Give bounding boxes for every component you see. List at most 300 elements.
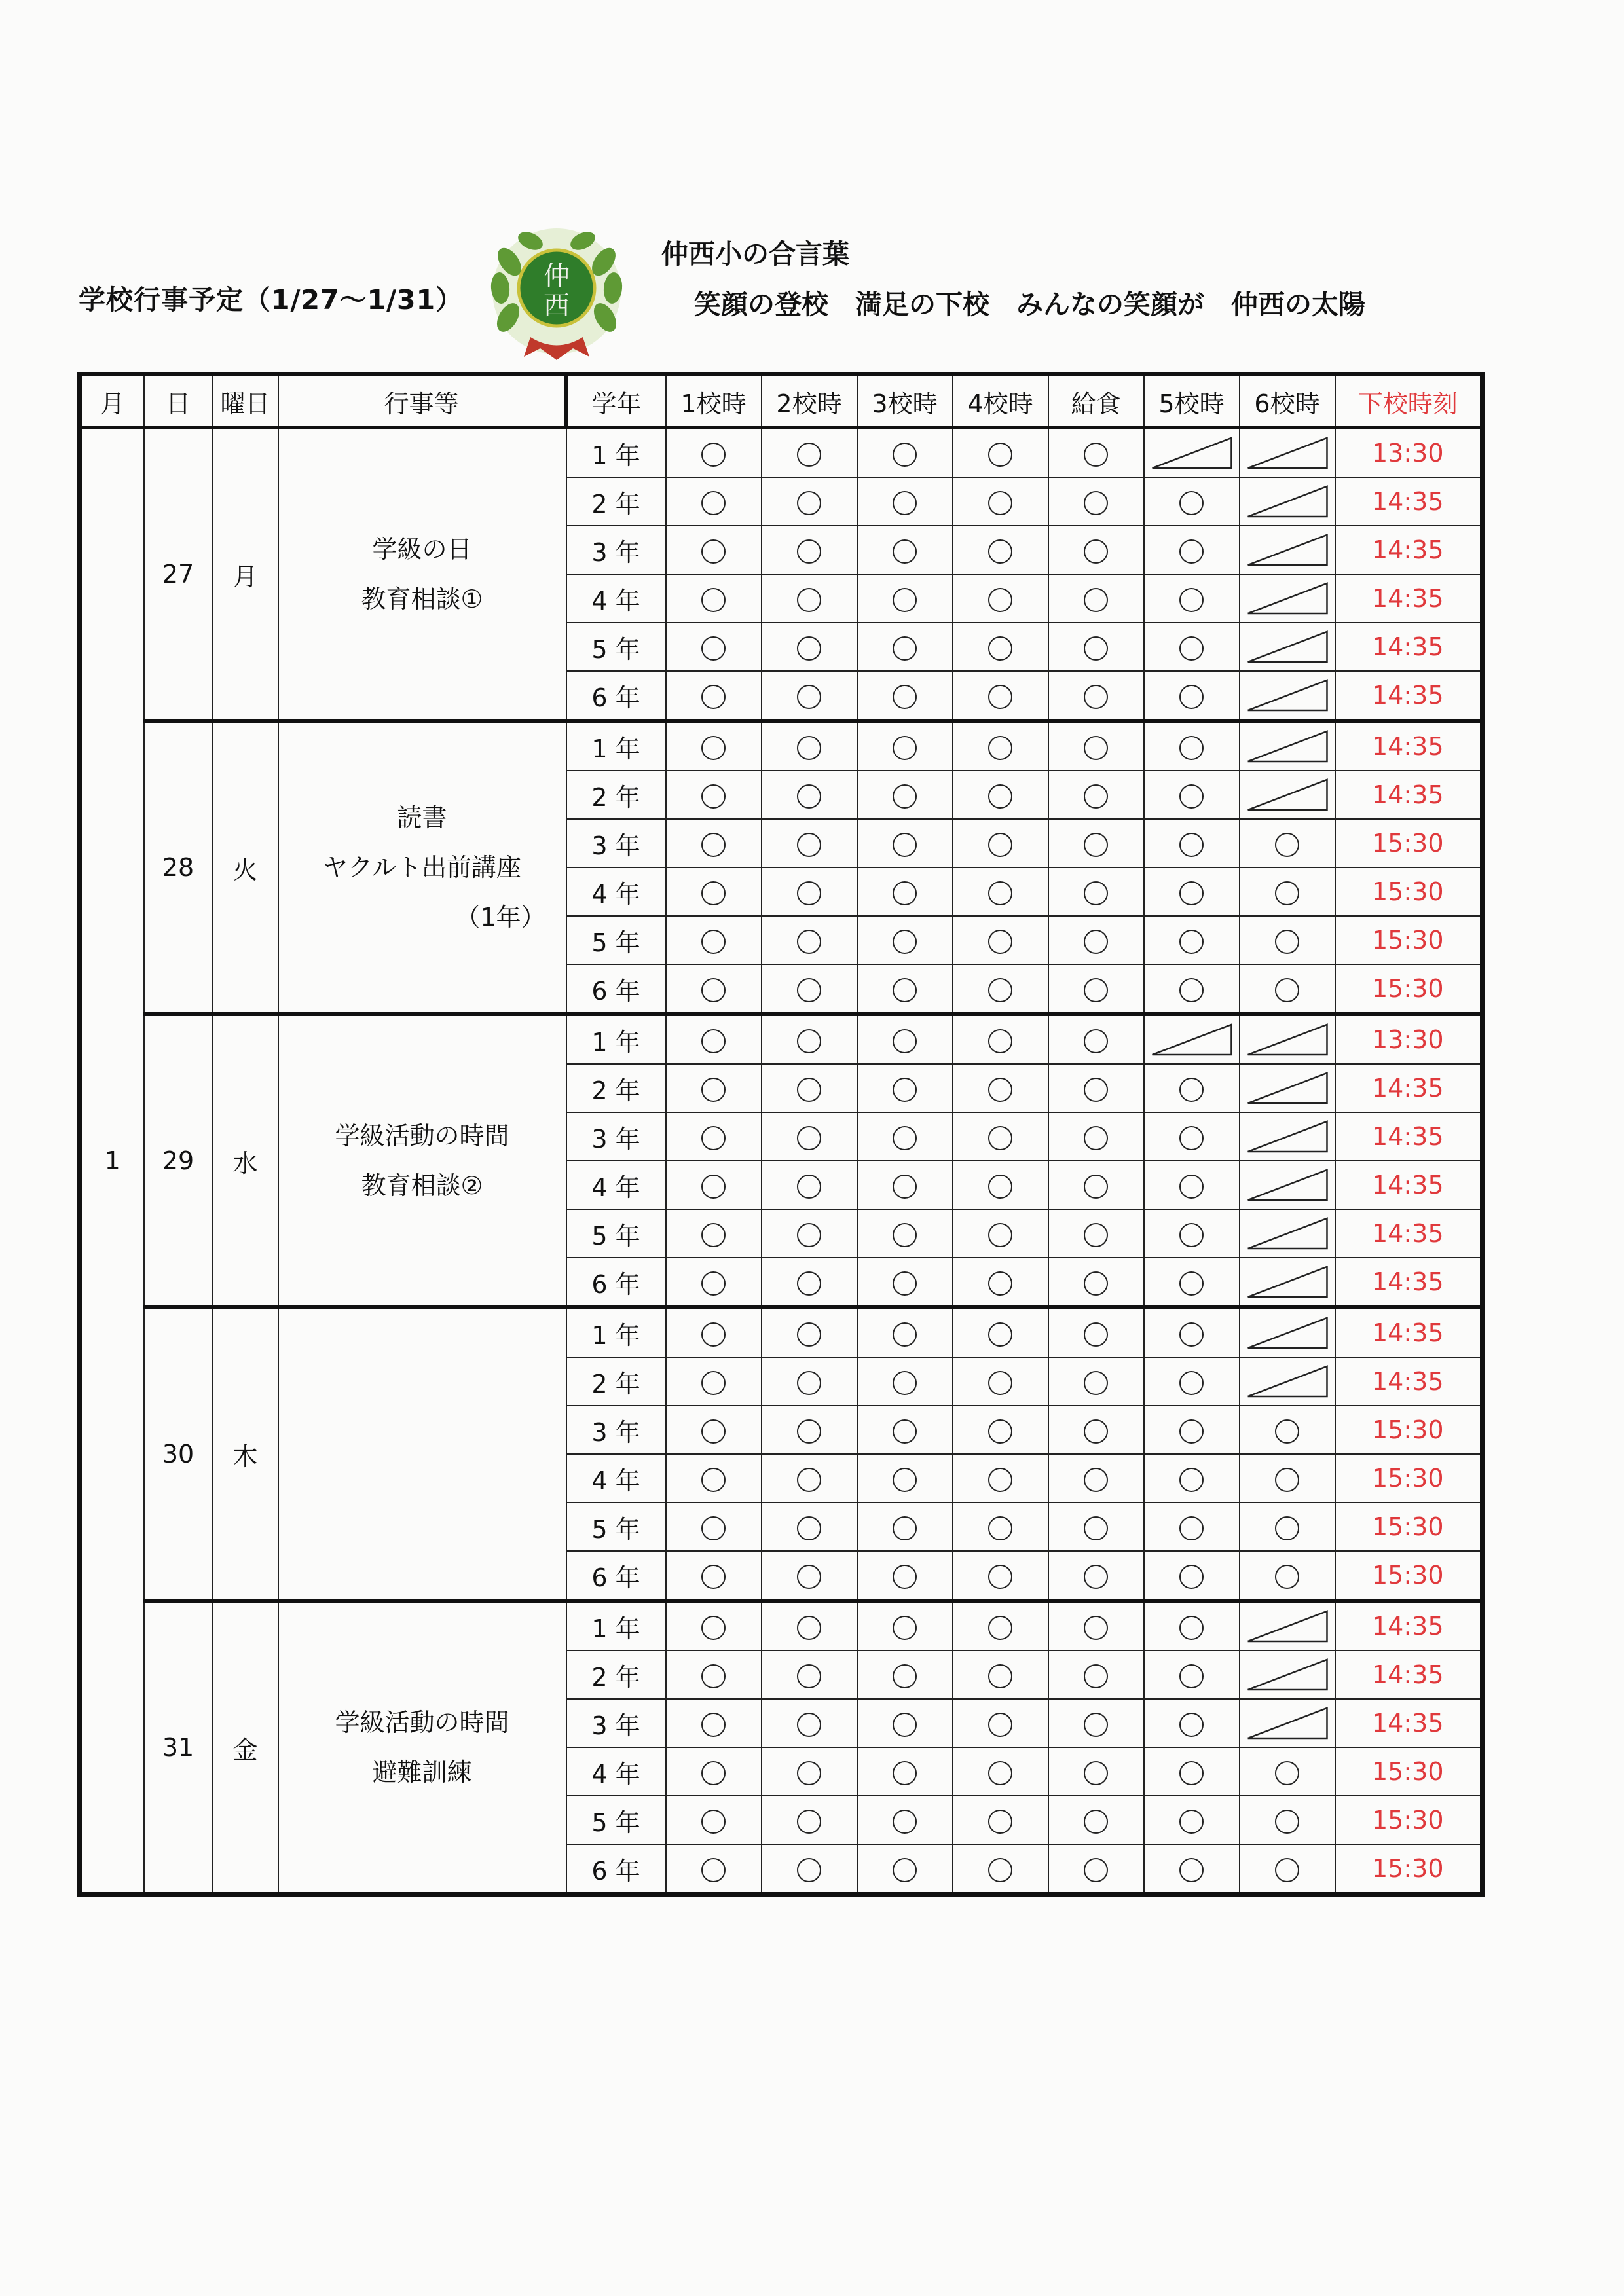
class-held-circle-icon <box>1144 1258 1240 1307</box>
class-held-circle-icon <box>857 574 953 623</box>
class-held-circle-icon <box>762 1357 857 1406</box>
events-cell <box>278 721 566 1014</box>
class-held-circle-icon <box>1048 1747 1144 1796</box>
circle-mark <box>1179 978 1204 1002</box>
circle-mark <box>988 881 1012 905</box>
circle-mark <box>988 1565 1012 1589</box>
class-held-circle-icon <box>666 721 762 771</box>
class-held-circle-icon <box>666 526 762 574</box>
class-held-circle-icon <box>666 1307 762 1357</box>
circle-mark <box>1275 1419 1299 1444</box>
class-held-circle-icon <box>1048 819 1144 867</box>
circle-mark <box>1084 1271 1108 1296</box>
circle-mark <box>797 1371 821 1395</box>
class-held-circle-icon <box>666 1844 762 1895</box>
weekday-cell: 金 <box>213 1601 278 1895</box>
dismissal-time: 14:35 <box>1335 1601 1483 1650</box>
dismissal-time: 13:30 <box>1335 1014 1483 1064</box>
grade-cell: 2 年 <box>566 477 666 526</box>
circle-mark <box>797 736 821 760</box>
circle-mark <box>1084 1664 1108 1688</box>
circle-mark <box>1179 1713 1204 1737</box>
class-held-circle-icon <box>1144 1112 1240 1161</box>
circle-mark <box>797 1810 821 1834</box>
class-held-circle-icon <box>1048 771 1144 819</box>
circle-mark <box>701 1322 726 1347</box>
schedule-title: 学校行事予定（1/27～1/31） <box>79 284 464 316</box>
circle-mark <box>797 833 821 857</box>
no-class-slash <box>1144 428 1240 478</box>
class-held-circle-icon <box>953 1258 1048 1307</box>
grade-cell: 6 年 <box>566 964 666 1014</box>
dismissal-time: 13:30 <box>1335 428 1483 478</box>
event-item: （1年） <box>455 903 546 932</box>
circle-mark <box>701 1616 726 1640</box>
circle-mark <box>893 1810 917 1834</box>
class-held-circle-icon <box>666 671 762 721</box>
class-held-circle-icon <box>762 1551 857 1601</box>
circle-mark <box>701 930 726 954</box>
circle-mark <box>893 588 917 612</box>
class-held-circle-icon <box>1048 964 1144 1014</box>
event-item: ヤクルト出前講座 <box>323 853 521 882</box>
circle-mark <box>797 1468 821 1492</box>
class-held-circle-icon <box>666 1014 762 1064</box>
circle-mark <box>1179 1761 1204 1785</box>
class-held-circle-icon <box>1048 1650 1144 1699</box>
day-cell: 29 <box>144 1014 213 1307</box>
circle-mark <box>893 1322 917 1347</box>
circle-mark <box>1275 1858 1299 1882</box>
grade-cell: 1 年 <box>566 1307 666 1357</box>
class-held-circle-icon <box>1144 964 1240 1014</box>
circle-mark <box>893 443 917 467</box>
class-held-circle-icon <box>1048 1601 1144 1650</box>
class-held-circle-icon <box>666 1503 762 1551</box>
class-held-circle-icon <box>666 1650 762 1699</box>
class-held-circle-icon <box>762 1747 857 1796</box>
class-held-circle-icon <box>857 526 953 574</box>
class-held-circle-icon <box>1048 526 1144 574</box>
class-held-circle-icon <box>1048 1357 1144 1406</box>
grade-cell: 5 年 <box>566 1209 666 1258</box>
dismissal-time: 14:35 <box>1335 477 1483 526</box>
class-held-circle-icon <box>666 1454 762 1503</box>
class-held-circle-icon <box>1144 1796 1240 1844</box>
circle-mark <box>988 1029 1012 1053</box>
class-held-circle-icon <box>666 867 762 916</box>
no-class-slash <box>1240 1601 1335 1650</box>
grade-cell: 2 年 <box>566 1650 666 1699</box>
dismissal-time: 14:35 <box>1335 1307 1483 1357</box>
circle-mark <box>893 1616 917 1640</box>
grade-cell: 4 年 <box>566 1161 666 1209</box>
circle-mark <box>988 1468 1012 1492</box>
column-header: 3校時 <box>857 374 953 428</box>
class-held-circle-icon <box>857 771 953 819</box>
circle-mark <box>1084 1858 1108 1882</box>
class-held-circle-icon <box>1048 1161 1144 1209</box>
class-held-circle-icon <box>666 1796 762 1844</box>
class-held-circle-icon <box>953 1747 1048 1796</box>
circle-mark <box>1084 539 1108 564</box>
circle-mark <box>988 1271 1012 1296</box>
circle-mark <box>1179 736 1204 760</box>
dismissal-time: 15:30 <box>1335 964 1483 1014</box>
class-held-circle-icon <box>857 1209 953 1258</box>
circle-mark <box>1275 930 1299 954</box>
grade-cell: 4 年 <box>566 574 666 623</box>
grade-cell: 4 年 <box>566 1454 666 1503</box>
class-held-circle-icon <box>1144 1209 1240 1258</box>
grade-cell: 2 年 <box>566 1357 666 1406</box>
class-held-circle-icon <box>1144 1307 1240 1357</box>
class-held-circle-icon <box>953 428 1048 478</box>
circle-mark <box>797 1664 821 1688</box>
circle-mark <box>701 1223 726 1247</box>
circle-mark <box>1084 1713 1108 1737</box>
circle-mark <box>1179 685 1204 709</box>
circle-mark <box>797 636 821 661</box>
circle-mark <box>988 1810 1012 1834</box>
events-cell <box>278 1307 566 1601</box>
class-held-circle-icon <box>762 771 857 819</box>
circle-mark <box>1084 1565 1108 1589</box>
dismissal-time: 14:35 <box>1335 1209 1483 1258</box>
circle-mark <box>988 1713 1012 1737</box>
circle-mark <box>797 1029 821 1053</box>
dismissal-time: 14:35 <box>1335 1112 1483 1161</box>
circle-mark <box>893 491 917 515</box>
circle-mark <box>797 1271 821 1296</box>
no-class-slash <box>1240 771 1335 819</box>
event-item: 学級活動の時間 <box>335 1708 509 1737</box>
class-held-circle-icon <box>953 819 1048 867</box>
class-held-circle-icon <box>857 1747 953 1796</box>
class-held-circle-icon <box>1048 1307 1144 1357</box>
class-held-circle-icon <box>857 1844 953 1895</box>
class-held-circle-icon <box>953 771 1048 819</box>
class-held-circle-icon <box>762 1844 857 1895</box>
class-held-circle-icon <box>666 1112 762 1161</box>
class-held-circle-icon <box>953 623 1048 671</box>
circle-mark <box>988 1616 1012 1640</box>
event-item: 学級の日 <box>372 535 472 564</box>
class-held-circle-icon <box>953 1307 1048 1357</box>
circle-mark <box>988 1664 1012 1688</box>
circle-mark <box>1084 1175 1108 1199</box>
class-held-circle-icon <box>953 867 1048 916</box>
grade-cell: 2 年 <box>566 771 666 819</box>
circle-mark <box>893 978 917 1002</box>
circle-mark <box>988 1078 1012 1102</box>
day-cell: 28 <box>144 721 213 1014</box>
no-class-slash <box>1240 477 1335 526</box>
circle-mark <box>1084 1371 1108 1395</box>
circle-mark <box>1179 1616 1204 1640</box>
no-class-slash <box>1240 574 1335 623</box>
no-class-slash <box>1240 1161 1335 1209</box>
circle-mark <box>988 1371 1012 1395</box>
class-held-circle-icon <box>762 1796 857 1844</box>
class-held-circle-icon <box>666 1258 762 1307</box>
table-row <box>80 1307 1483 1357</box>
class-held-circle-icon <box>953 1699 1048 1747</box>
circle-mark <box>1179 1565 1204 1589</box>
column-header: 学年 <box>566 374 666 428</box>
circle-mark <box>701 636 726 661</box>
class-held-circle-icon <box>1240 1454 1335 1503</box>
class-held-circle-icon <box>857 1161 953 1209</box>
circle-mark <box>701 1175 726 1199</box>
class-held-circle-icon <box>666 1161 762 1209</box>
class-held-circle-icon <box>1240 819 1335 867</box>
circle-mark <box>797 1322 821 1347</box>
grade-cell: 5 年 <box>566 1796 666 1844</box>
circle-mark <box>893 1565 917 1589</box>
circle-mark <box>1179 1419 1204 1444</box>
grade-cell: 5 年 <box>566 916 666 964</box>
dismissal-time: 14:35 <box>1335 721 1483 771</box>
class-held-circle-icon <box>857 1014 953 1064</box>
circle-mark <box>797 1761 821 1785</box>
circle-mark <box>797 1126 821 1150</box>
circle-mark <box>988 539 1012 564</box>
grade-cell: 6 年 <box>566 1844 666 1895</box>
weekday-cell: 火 <box>213 721 278 1014</box>
class-held-circle-icon <box>666 1747 762 1796</box>
no-class-slash <box>1240 1112 1335 1161</box>
event-item: 教育相談② <box>361 1171 483 1200</box>
class-held-circle-icon <box>762 574 857 623</box>
class-held-circle-icon <box>1240 867 1335 916</box>
class-held-circle-icon <box>1144 671 1240 721</box>
class-held-circle-icon <box>1144 819 1240 867</box>
class-held-circle-icon <box>857 1551 953 1601</box>
circle-mark <box>797 1516 821 1540</box>
class-held-circle-icon <box>1048 1796 1144 1844</box>
dismissal-time: 14:35 <box>1335 526 1483 574</box>
circle-mark <box>797 1858 821 1882</box>
circle-mark <box>1275 833 1299 857</box>
circle-mark <box>1084 443 1108 467</box>
grade-cell: 5 年 <box>566 623 666 671</box>
class-held-circle-icon <box>1048 1014 1144 1064</box>
class-held-circle-icon <box>1048 477 1144 526</box>
dismissal-time: 14:35 <box>1335 1357 1483 1406</box>
class-held-circle-icon <box>1144 1699 1240 1747</box>
column-header: 行事等 <box>278 374 566 428</box>
grade-cell: 1 年 <box>566 1014 666 1064</box>
circle-mark <box>701 881 726 905</box>
dismissal-time: 15:30 <box>1335 1406 1483 1454</box>
circle-mark <box>893 1371 917 1395</box>
dismissal-time: 15:30 <box>1335 1503 1483 1551</box>
class-held-circle-icon <box>953 1406 1048 1454</box>
emblem-char-1: 仲 <box>544 261 570 291</box>
circle-mark <box>893 1419 917 1444</box>
dismissal-time: 14:35 <box>1335 1064 1483 1112</box>
class-held-circle-icon <box>666 1406 762 1454</box>
circle-mark <box>1084 930 1108 954</box>
circle-mark <box>701 1761 726 1785</box>
circle-mark <box>1179 491 1204 515</box>
class-held-circle-icon <box>857 428 953 478</box>
circle-mark <box>797 881 821 905</box>
dismissal-time: 15:30 <box>1335 1747 1483 1796</box>
class-held-circle-icon <box>762 1454 857 1503</box>
circle-mark <box>893 1468 917 1492</box>
class-held-circle-icon <box>762 1064 857 1112</box>
no-class-slash <box>1240 623 1335 671</box>
grade-cell: 6 年 <box>566 671 666 721</box>
class-held-circle-icon <box>1144 916 1240 964</box>
class-held-circle-icon <box>953 1844 1048 1895</box>
circle-mark <box>893 1664 917 1688</box>
no-class-slash <box>1240 1209 1335 1258</box>
circle-mark <box>701 1713 726 1737</box>
class-held-circle-icon <box>666 1601 762 1650</box>
grade-cell: 6 年 <box>566 1551 666 1601</box>
circle-mark <box>797 1223 821 1247</box>
circle-mark <box>1275 881 1299 905</box>
class-held-circle-icon <box>857 1406 953 1454</box>
class-held-circle-icon <box>1048 1844 1144 1895</box>
circle-mark <box>988 443 1012 467</box>
circle-mark <box>1084 784 1108 809</box>
circle-mark <box>988 784 1012 809</box>
class-held-circle-icon <box>1144 1601 1240 1650</box>
no-class-slash <box>1240 671 1335 721</box>
circle-mark <box>797 978 821 1002</box>
circle-mark <box>1179 1810 1204 1834</box>
circle-mark <box>1179 784 1204 809</box>
circle-mark <box>1179 1664 1204 1688</box>
circle-mark <box>893 1516 917 1540</box>
circle-mark <box>701 1126 726 1150</box>
class-held-circle-icon <box>1240 1406 1335 1454</box>
column-header: 下校時刻 <box>1335 374 1483 428</box>
grade-cell: 2 年 <box>566 1064 666 1112</box>
motto-title: 仲西小の合言葉 <box>661 238 849 270</box>
table-header-row <box>80 374 1483 428</box>
circle-mark <box>1179 636 1204 661</box>
circle-mark <box>701 736 726 760</box>
circle-mark <box>1084 1516 1108 1540</box>
dismissal-time: 14:35 <box>1335 1699 1483 1747</box>
circle-mark <box>797 1078 821 1102</box>
grade-cell: 1 年 <box>566 428 666 478</box>
class-held-circle-icon <box>857 1357 953 1406</box>
day-cell: 31 <box>144 1601 213 1895</box>
class-held-circle-icon <box>1048 1258 1144 1307</box>
class-held-circle-icon <box>1144 623 1240 671</box>
circle-mark <box>797 784 821 809</box>
circle-mark <box>1179 588 1204 612</box>
class-held-circle-icon <box>1048 671 1144 721</box>
circle-mark <box>1084 833 1108 857</box>
dismissal-time: 14:35 <box>1335 1650 1483 1699</box>
class-held-circle-icon <box>762 819 857 867</box>
class-held-circle-icon <box>1048 721 1144 771</box>
no-class-slash <box>1240 1258 1335 1307</box>
class-held-circle-icon <box>762 721 857 771</box>
circle-mark <box>1084 1761 1108 1785</box>
class-held-circle-icon <box>857 477 953 526</box>
class-held-circle-icon <box>953 721 1048 771</box>
class-held-circle-icon <box>953 1357 1048 1406</box>
class-held-circle-icon <box>1144 1551 1240 1601</box>
class-held-circle-icon <box>1048 623 1144 671</box>
class-held-circle-icon <box>857 1307 953 1357</box>
column-header: 5校時 <box>1144 374 1240 428</box>
circle-mark <box>797 1419 821 1444</box>
circle-mark <box>797 1713 821 1737</box>
class-held-circle-icon <box>857 1503 953 1551</box>
circle-mark <box>1084 1029 1108 1053</box>
no-class-slash <box>1240 1650 1335 1699</box>
class-held-circle-icon <box>857 867 953 916</box>
class-held-circle-icon <box>762 1307 857 1357</box>
column-header: 給食 <box>1048 374 1144 428</box>
no-class-slash <box>1240 1357 1335 1406</box>
class-held-circle-icon <box>953 916 1048 964</box>
circle-mark <box>988 636 1012 661</box>
class-held-circle-icon <box>953 1209 1048 1258</box>
circle-mark <box>701 685 726 709</box>
table-row <box>80 428 1483 478</box>
class-held-circle-icon <box>1048 1209 1144 1258</box>
circle-mark <box>1084 685 1108 709</box>
class-held-circle-icon <box>857 1258 953 1307</box>
grade-cell: 4 年 <box>566 867 666 916</box>
circle-mark <box>893 1223 917 1247</box>
no-class-slash <box>1240 526 1335 574</box>
class-held-circle-icon <box>1144 1650 1240 1699</box>
class-held-circle-icon <box>1144 1161 1240 1209</box>
class-held-circle-icon <box>1048 1406 1144 1454</box>
class-held-circle-icon <box>1144 526 1240 574</box>
class-held-circle-icon <box>1144 1503 1240 1551</box>
class-held-circle-icon <box>857 916 953 964</box>
class-held-circle-icon <box>1144 1747 1240 1796</box>
class-held-circle-icon <box>857 671 953 721</box>
circle-mark <box>1084 881 1108 905</box>
weekday-cell: 水 <box>213 1014 278 1307</box>
event-item: 学級活動の時間 <box>335 1121 509 1150</box>
circle-mark <box>893 1761 917 1785</box>
circle-mark <box>1084 491 1108 515</box>
column-header: 2校時 <box>762 374 857 428</box>
circle-mark <box>1179 1271 1204 1296</box>
column-header: 4校時 <box>953 374 1048 428</box>
circle-mark <box>701 1371 726 1395</box>
no-class-slash <box>1240 1307 1335 1357</box>
class-held-circle-icon <box>762 964 857 1014</box>
circle-mark <box>893 539 917 564</box>
class-held-circle-icon <box>857 1796 953 1844</box>
circle-mark <box>797 539 821 564</box>
dismissal-time: 14:35 <box>1335 574 1483 623</box>
weekday-cell: 木 <box>213 1307 278 1601</box>
circle-mark <box>893 1078 917 1102</box>
class-held-circle-icon <box>953 526 1048 574</box>
circle-mark <box>1179 1371 1204 1395</box>
school-emblem-logo <box>485 223 629 363</box>
circle-mark <box>701 1810 726 1834</box>
column-header: 曜日 <box>213 374 278 428</box>
class-held-circle-icon <box>666 771 762 819</box>
